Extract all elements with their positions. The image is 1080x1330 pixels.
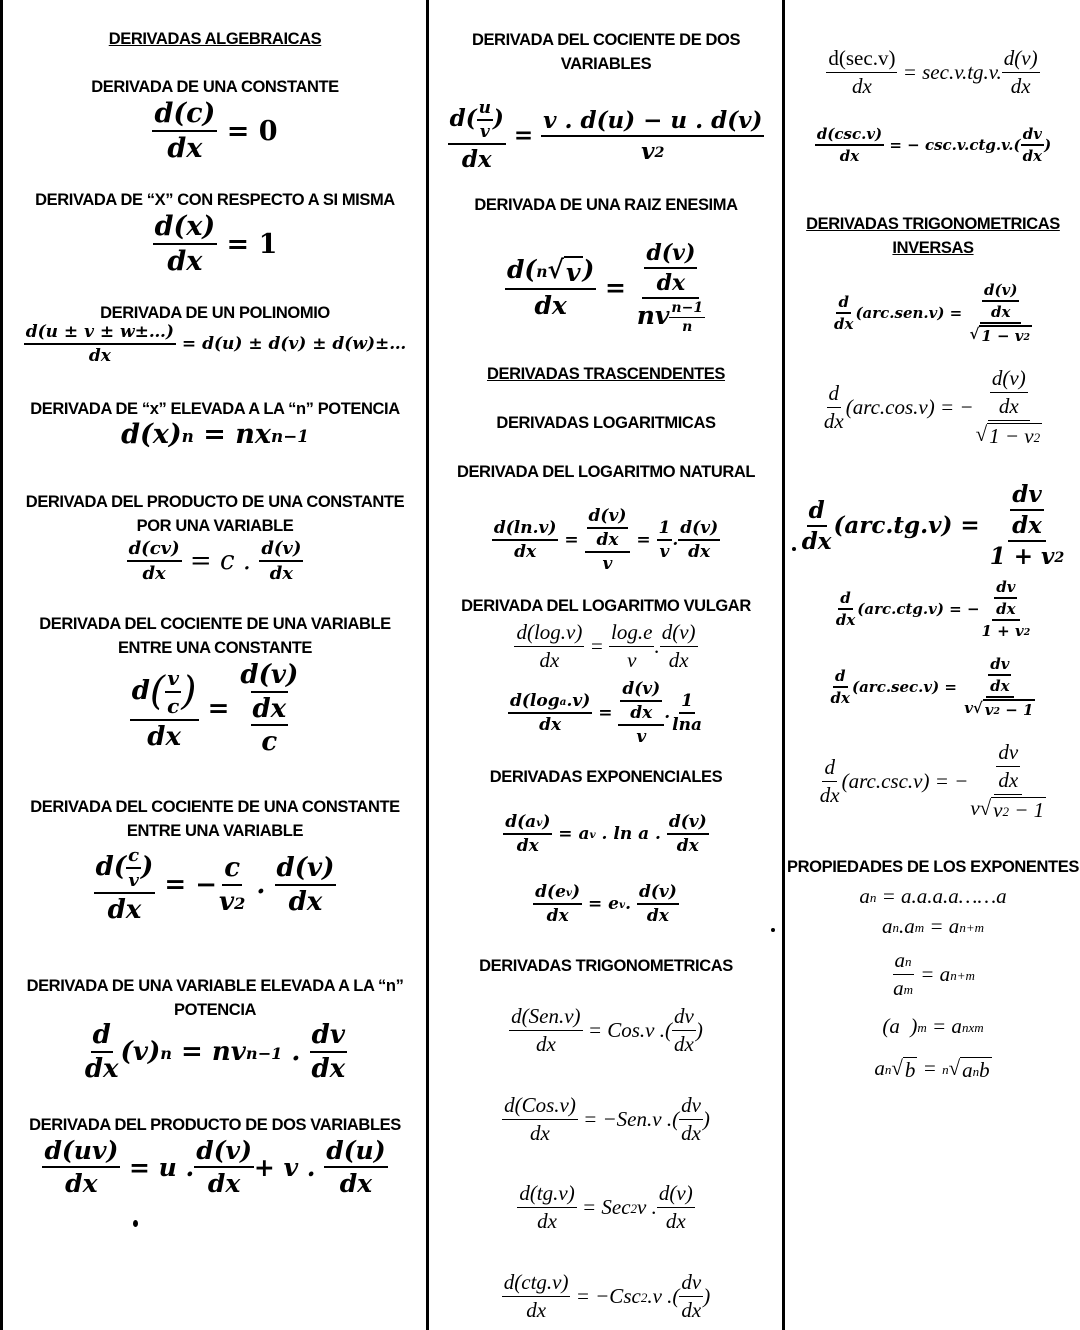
heading-power: DERIVADA DE “x” ELEVADA A LA “n” POTENCIA — [30, 400, 400, 418]
column-transcendent — [430, 0, 782, 1330]
heading-exponential: DERIVADAS EXPONENCIALES — [489, 768, 723, 786]
formula-quotient-two: d( $\frac{u}{v}$ ) dx = $\frac{v . d(u) - u . d(v)}{v2}$ — [449, 98, 763, 173]
formula-arccot: $\frac{d}{dx}$ (arc.ctg.v) = − $\frac{dv}{dx}$ 1 + v2 — [835, 578, 1031, 640]
formula-quotient-const: d( $\frac{c}{v}$ ) dx = − $\frac{c}{v2}$ . $\frac{d(v)}{dx}$ — [95, 845, 335, 925]
property-product: an.am = an+m — [881, 913, 985, 938]
heading-product-two: DERIVADA DEL PRODUCTO DE DOS VARIABLES — [29, 1116, 401, 1134]
heading-trig: DERIVADAS TRIGONOMETRICAS — [479, 957, 733, 975]
column-divider-left — [0, 0, 3, 1330]
column-divider-2 — [782, 0, 785, 1330]
section-title-transcendent: DERIVADAS TRASCENDENTES — [486, 365, 726, 383]
heading-polynomial: DERIVADA DE UN POLINOMIO — [100, 304, 330, 322]
heading-quotient-var-2: ENTRE UNA CONSTANTE — [117, 639, 313, 657]
formula-product-two: $\frac{d(uv)}{dx}$ = u . $\frac{d(v)}{dx}$ + v . $\frac{d(u)}{dx}$ — [44, 1136, 386, 1198]
property-root: an√b = n√anb — [874, 1055, 990, 1082]
formula-sin: d(Sen.v) dx = Cos.v .( $\frac{dv}{dx}$ ) — [511, 1004, 703, 1056]
formula-tan: $\frac{d(tg.v)}{dx}$ = Sec2v . $\frac{d(v)}{dx}$ — [519, 1181, 693, 1233]
formula-power: d(x)n = nxn−1 — [121, 419, 309, 450]
formula-arccos: $\frac{d}{dx}$ (arc.cos.v) = − $\frac{\frac{d(v)}{dx}}{√1 - v2}$ — [823, 366, 1041, 449]
heading-natural-log: DERIVADA DEL LOGARITMO NATURAL — [456, 463, 756, 481]
formula-csc: d(csc.v) dx = − csc.v.ctg.v.( $\frac{dv}{dx}$ ) — [816, 125, 1052, 165]
formula-product-constant: $\frac{d(cv)}{dx}$ = c . $\frac{d(v)}{dx}$ — [128, 538, 302, 584]
formula-cot: d(ctg.v) dx = −Csc2.v .( $\frac{dv}{dx}$ ) — [503, 1270, 711, 1322]
speck — [771, 928, 775, 932]
column-inverse-trig — [786, 0, 1080, 1330]
property-repeated-product: an = a.a.a.a……a — [859, 883, 1007, 908]
formula-exp-a: $\frac{d(av)}{dx}$ = av . ln a . $\frac{d(v)}{dx}$ — [505, 812, 707, 856]
formula-constant: $\frac{d(c)}{dx}$ = 0 — [154, 98, 278, 164]
heading-inverse-trig-2: INVERSAS — [892, 239, 974, 257]
speck — [133, 1220, 138, 1227]
formula-cos: d(Cos.v) dx = −Sen.v .( $\frac{dv}{dx}$ ) — [504, 1093, 710, 1145]
formula-arcsin: $\frac{d}{dx}$ (arc.sen.v) = $\frac{\frac{d(v)}{dx}}{√ 1 - v2}$ — [834, 281, 1030, 345]
heading-exponent-properties: PROPIEDADES DE LOS EXPONENTES — [787, 858, 1079, 876]
heading-inverse-trig-1: DERIVADAS TRIGONOMETRICAS — [806, 215, 1060, 233]
formula-common-log: $\frac{d(\log.v)}{dx}$ = $\frac{\log.e}{v}$ . $\frac{d(v)}{dx}$ — [516, 620, 696, 672]
formula-var-power: $\frac{d}{dx}$ (v)n = nvn−1 . $\frac{dv}{dx}$ — [84, 1020, 346, 1084]
formula-exp-e: $\frac{d(ev)}{dx}$ = ev. $\frac{d(v)}{dx}$ — [535, 882, 677, 926]
formula-arccsc: $\frac{d}{dx}$ (arc.csc.v) = − $\frac{dv}{dx}$ v√v2 − 1 — [819, 740, 1045, 823]
heading-common-log: DERIVADA DEL LOGARITMO VULGAR — [461, 597, 751, 615]
heading-product-constant-2: POR UNA VARIABLE — [136, 517, 294, 535]
heading-quotient-const-2: ENTRE UNA VARIABLE — [126, 822, 304, 840]
heading-product-constant-1: DERIVADA DEL PRODUCTO DE UNA CONSTANTE — [25, 493, 405, 511]
heading-logarithmic: DERIVADAS LOGARITMICAS — [496, 414, 716, 432]
column-divider-1 — [426, 0, 429, 1330]
formula-arcsec: $\frac{d}{dx}$ (arc.sec.v) = $\frac{dv}{dx}$ v√ v2 − 1 — [830, 655, 1034, 719]
formula-quotient-var: d( $\frac{v}{c}$ ) dx = d(v) dx c — [131, 660, 299, 757]
speck — [792, 547, 796, 551]
heading-quotient-var-1: DERIVADA DEL COCIENTE DE UNA VARIABLE — [39, 615, 391, 633]
column-algebraic — [4, 0, 426, 1330]
property-quotient: $\frac{an}{am}$ = an+m — [893, 948, 975, 1000]
formula-arctan: $\frac{d}{dx}$ (arc.tg.v) = $\frac{dv}{dx}$ 1 + v2 — [801, 481, 1065, 570]
heading-var-power-2: POTENCIA — [173, 1001, 257, 1019]
heading-constant: DERIVADA DE UNA CONSTANTE — [91, 78, 339, 96]
section-title-algebraic: DERIVADAS ALGEBRAICAS — [108, 30, 322, 48]
formula-natural-log: $\frac{d(\ln.v)}{dx}$ = $\frac{\frac{d(v)}{dx}}{v}$ = $\frac{1}{v}$ . $\frac{d(v)}{dx}$ — [493, 506, 719, 574]
formula-log-base-a: $\frac{d(\log a.v)}{dx}$ = $\frac{\frac{d(v)}{dx}}{v}$ . $\frac{1}{\ln a}$ — [509, 679, 702, 747]
formula-x: $\frac{d(x)}{dx}$ = 1 — [154, 211, 278, 277]
heading-var-power-1: DERIVADA DE UNA VARIABLE ELEVADA A LA “n” — [26, 977, 404, 995]
heading-quotient-two-2: VARIABLES — [560, 55, 652, 73]
heading-x: DERIVADA DE “X” CON RESPECTO A SI MISMA — [35, 191, 395, 209]
heading-root: DERIVADA DE UNA RAIZ ENESIMA — [474, 196, 738, 214]
property-power-of-power: (a )m = anxm — [882, 1013, 984, 1038]
heading-quotient-two-1: DERIVADA DEL COCIENTE DE DOS — [471, 31, 741, 49]
formula-sec: d(sec.v) dx = sec.v.tg.v. $\frac{d(v)}{dx}$ — [828, 46, 1038, 98]
formula-root: $\frac{d(n√v)}{dx}$ = $\frac{d(v)}{dx}$ nv $\frac{n-1}{n}$ — [506, 240, 704, 335]
heading-quotient-const-1: DERIVADA DEL COCIENTE DE UNA CONSTANTE — [30, 798, 400, 816]
formula-polynomial: $\frac{d(u \pm v \pm w\pm\dots)}{dx}$ = d(u) ± d(v) ± d(w)±… — [25, 322, 407, 366]
